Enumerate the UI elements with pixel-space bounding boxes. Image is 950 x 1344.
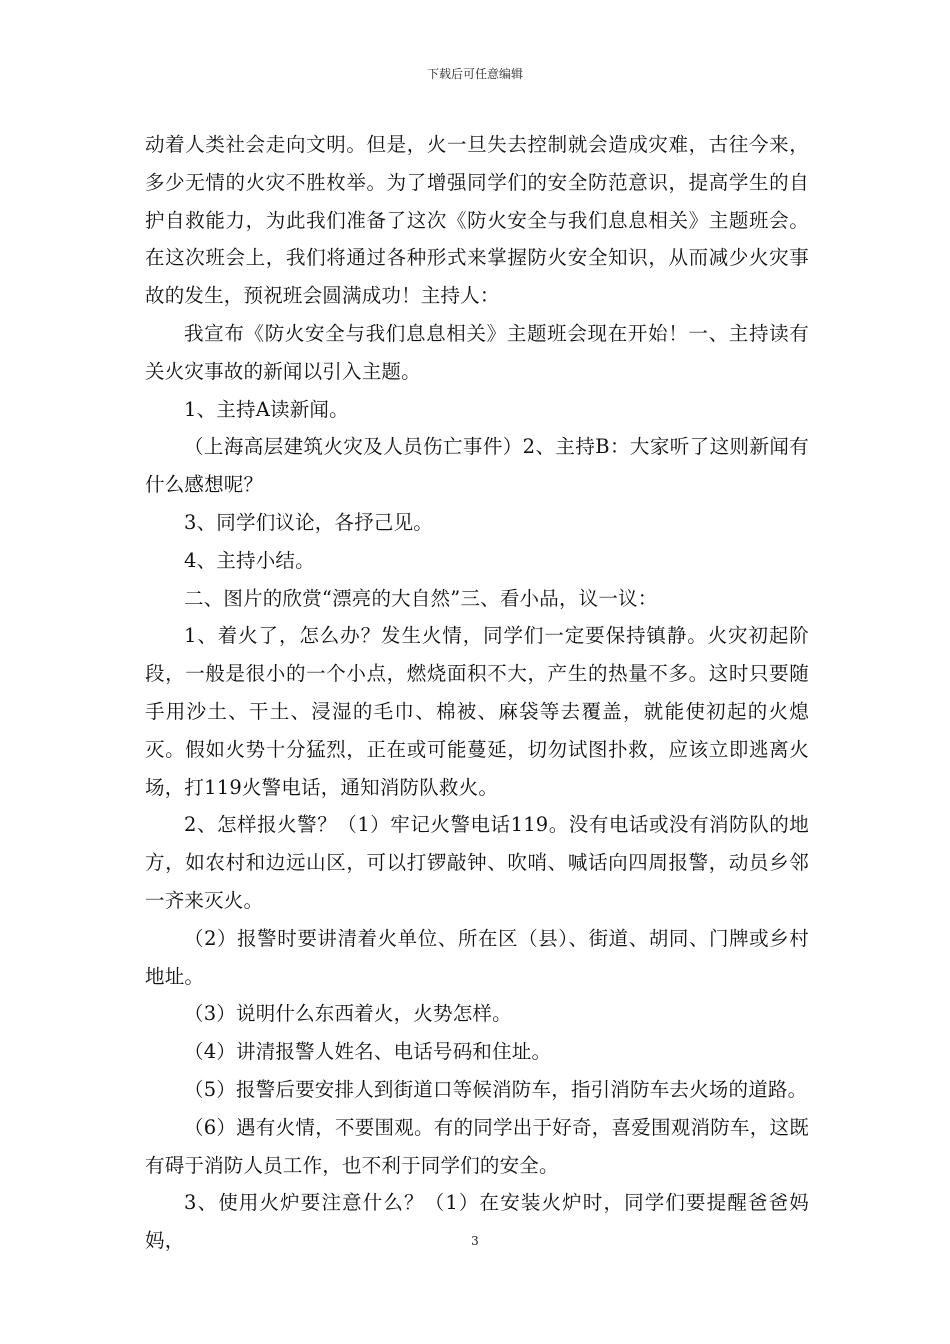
paragraph-10: （2）报警时要讲清着火单位、所在区（县）、街道、胡同、门牌或乡村地址。 [145, 926, 809, 988]
paragraph-7: 二、图片的欣赏“漂亮的大自然”三、看小品，议一议： [184, 586, 658, 610]
paragraph-14: （6）遇有火情，不要围观。有的同学出于好奇，喜爱围观消防车，这既有碍于消防人员工作，也不利于同学们的安全。 [145, 1115, 809, 1177]
paragraph-9: 2、怎样报火警？（1）牢记火警电话119。没有电话或没有消防队的地方，如农村和边远山区，可以打锣敲钟、吹哨、喊话向四周报警，动员乡邻一齐来灭火。 [145, 813, 809, 912]
paragraph-12: （4）讲清报警人姓名、电话号码和住址。 [184, 1040, 552, 1064]
paragraph-3: 1、主持A读新闻。 [184, 397, 349, 421]
paragraph-4: （上海高层建筑火灾及人员伤亡事件）2、主持B：大家听了这则新闻有什么感想呢？ [145, 435, 809, 497]
paragraph-2: 我宣布《防火安全与我们息息相关》主题班会现在开始！一、主持读有关火灾事故的新闻以引入主题。 [145, 321, 809, 383]
page-number: 3 [471, 1234, 479, 1248]
paragraph-8: 1、着火了，怎么办？发生火情，同学们一定要保持镇静。火灾初起阶段，一般是很小的一个小点，燃烧面积不大，产生的热量不多。这时只要随手用沙土、干土、浸湿的毛巾、棉被、麻袋等去覆盖，就能使初起的火熄灭。假如火势十分猛烈，正在或可能蔓延，切勿试图扑救，应该立即逃离火场，打119火警电话，通知消防队救火。 [145, 624, 809, 799]
paragraph-6: 4、主持小结。 [184, 548, 315, 572]
document-body [145, 126, 809, 1260]
paragraph-5: 3、同学们议论，各抒己见。 [184, 510, 434, 534]
paragraph-1: 动着人类社会走向文明。但是，火一旦失去控制就会造成灾难，古往今来，多少无情的火灾不胜枚举。为了增强同学们的安全防范意识，提高学生的自护自救能力，为此我们准备了这次《防火安全与我们息息相关》主题班会。在这次班会上，我们将通过各种形式来掌握防火安全知识，从而减少火灾事故的发生，预祝班会圆满成功！主持人： [145, 133, 809, 308]
paragraph-11: （3）说明什么东西着火，火势怎样。 [184, 1002, 512, 1026]
paragraph-15: 3、使用火炉要注意什么？（1）在安装火炉时，同学们要提醒爸爸妈妈， [145, 1191, 809, 1253]
page-header: 下载后可任意编辑 [426, 67, 523, 81]
paragraph-13: （5）报警后要安排人到街道口等候消防车，指引消防车去火场的道路。 [184, 1077, 808, 1101]
